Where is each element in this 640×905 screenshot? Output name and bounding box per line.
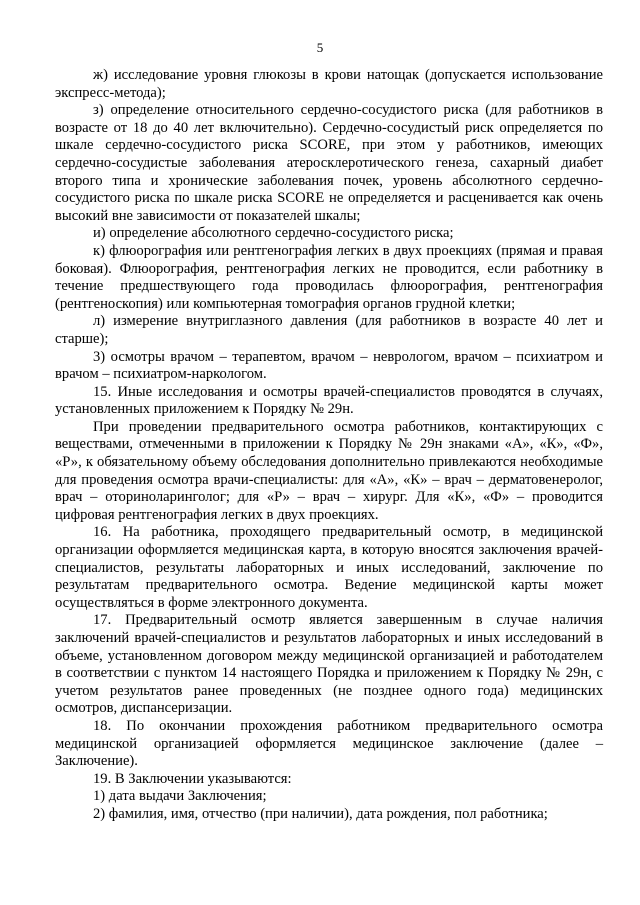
paragraph-k-fluorography: к) флюорография или рентгенография легких в двух проекциях (прямая и правая боковая). Флюорография, рентгенография легких не проводится, если работнику в течение предшествующего года проводилась флюорография, рентгенография (рентгеноскопия) или компьютерная томография органов грудной клетки; [55,242,603,312]
paragraph-i-absolute-risk: и) определение абсолютного сердечно-сосудистого риска; [93,225,454,242]
page-number: 5 [316,40,324,55]
paragraph-18-conclusion: 18. По окончании прохождения работником предварительного осмотра медицинской организацией оформляется медицинское заключение (далее – Заключение). [55,717,603,770]
document-body [55,67,603,824]
paragraph-substance-contact: При проведении предварительного осмотра работников, контактирующих с веществами, отмеченными в приложении к Порядку № 29н знаками «А», «К», «Ф», «Р», к обязательному объему обследования дополнительно привлекаются необходимые для проведения осмотра врачи-специалисты: для «А», «К» – врач – дерматовенеролог, врач – оториноларинголог; для «Р» – врач – хирург. Для «К», «Ф» – проводится цифровая рентгенография легких в двух проекциях. [55,418,603,523]
paragraph-19-conclusion-contents: 19. В Заключении указываются: [93,770,292,787]
paragraph-16-medical-card: 16. На работника, проходящего предварительный осмотр, в медицинской организации оформляется медицинская карта, в которую вносятся заключения врачей-специалистов, результаты лабораторных и иных исследований, заключение по результатам предварительного осмотра. Ведение медицинской карты может осуществляться в форме электронного документа. [55,524,603,611]
paragraph-17-exam-completed: 17. Предварительный осмотр является завершенным в случае наличия заключений врачей-специалистов и результатов лабораторных и иных исследований в объеме, установленном договором между медицинской организацией и работодателем в соответствии с пунктом 14 настоящего Порядка и приложением к Порядку № 29н, с учетом результатов ранее проведенных (не позднее одного года) медицинских осмотров, диспансеризации. [55,612,603,717]
list-item-issue-date: 1) дата выдачи Заключения; [93,788,267,805]
paragraph-15-other-exams: 15. Иные исследования и осмотры врачей-специалистов проводятся в случаях, установленных приложением к Порядку № 29н. [55,383,603,418]
paragraph-l-eye-pressure: л) измерение внутриглазного давления (для работников в возрасте 40 лет и старше); [55,313,603,347]
paragraph-zh-glucose: ж) исследование уровня глюкозы в крови натощак (допускается использование экспресс-метода); [55,67,603,101]
paragraph-3-doctor-exams: 3) осмотры врачом – терапевтом, врачом – неврологом, врачом – психиатром и врачом – психиатром-наркологом. [55,348,603,383]
list-item-worker-info: 2) фамилия, имя, отчество (при наличии), дата рождения, пол работника; [93,805,548,822]
paragraph-z-relative-risk: з) определение относительного сердечно-сосудистого риска (для работников в возрасте от 18 до 40 лет включительно). Сердечно-сосудистый риск определяется по шкале сердечно-сосудистого риска SCORE, при этом у работников, имеющих сердечно-сосудистые заболевания атеросклеротического генеза, сахарный диабет второго типа и хронические заболевания почек, уровень абсолютного сердечно-сосудистого риска по шкале риска SCORE не определяется и расценивается как очень высокий вне зависимости от показателей шкалы; [55,102,603,224]
